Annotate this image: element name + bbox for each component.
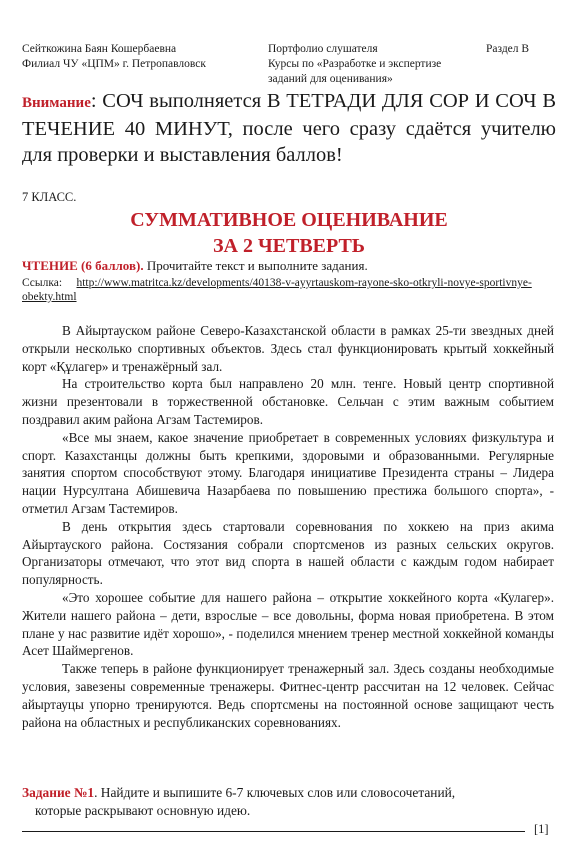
task-label: Задание №1 (22, 785, 95, 800)
task-text: . Найдите и выпишите 6-7 ключевых слов или словосочетаний, (94, 785, 456, 800)
header-portfolio: Портфолио слушателя (268, 43, 378, 55)
paragraph: «Это хорошее событие для нашего района – открытие хоккейного корта «Кулагер». Жители нашего района – дети, взрослые – все довольны, форма новая приобретена. В этом плане у нас развитие идёт хорошо», - поделился мнением тренер местной хоккейной команды Асет Шаймергенов. (22, 589, 554, 659)
page-subtitle: ЗА 2 ЧЕТВЕРТЬ (212, 235, 366, 257)
header-course: Курсы по «Разработке и экспертизе (268, 58, 442, 70)
answer-line (22, 831, 525, 832)
header-branch: Филиал ЧУ «ЦПМ» г. Петропавловск (22, 58, 206, 70)
header-course-cont: заданий для оценивания» (268, 73, 393, 85)
article-text (22, 322, 554, 731)
paragraph: «Все мы знаем, какое значение приобретает в современных условиях физкультура и спорт. Казахстанцы должны быть крепкими, здоровыми и образованными. Регулярные занятия спортом способствуют этому. Благодаря инициативе Президента страны – Лидера нации Нурсултана Абишевича Назарбаева по повышению престижа большого спорта», - отметил Агзам Тастемиров. (22, 429, 554, 516)
paragraph: В Айыртауском районе Северо-Казахстанской области в рамках 25-ти звездных дней открыли несколько спортивных объектов. Здесь стал функционировать крытый хоккейный корт «Құлагер» и тренажёрный зал. (22, 323, 554, 374)
reading-instruction: Прочитайте текст и выполните задания. (143, 258, 368, 273)
paragraph: На строительство корта был направлено 20 млн. тенге. Новый центр спортивной жизни презентовали в торжественной обстановке. Сельчан с этим важным событием поздравил аким района Агзам Тастемиров. (22, 376, 554, 427)
task-1 (22, 784, 556, 820)
grade-label: 7 КЛАСС. (22, 190, 77, 204)
header-section: Раздел В (486, 43, 530, 55)
paragraph: В день открытия здесь стартовали соревнования по хоккею на приз акима Айыртауского района. Состязания собрали спортсменов из разных сельских округов. Организаторы отмечают, что этот вид спорта в нашей области с каждым годом набирает популярность. (22, 518, 554, 588)
source-link-block (22, 276, 556, 304)
reading-label: ЧТЕНИЕ (6 баллов). (22, 258, 144, 273)
reading-heading (22, 258, 556, 274)
warning-text: : СОЧ выполняется В ТЕТРАДИ ДЛЯ СОР И СОЧ В ТЕЧЕНИЕ 40 МИНУТ, после чего сразу сдаётся учителю для проверки и выставления баллов! (22, 90, 556, 166)
link-label: Ссылка: (22, 277, 63, 289)
page-title: СУММАТИВНОЕ ОЦЕНИВАНИЕ (130, 209, 448, 231)
warning-notice (22, 88, 556, 168)
paragraph: Также теперь в районе функционирует тренажерный зал. Здесь созданы необходимые условия, завезены современные тренажеры. Фитнес-центр рассчитан на 12 человек. Сейчас айыртауцы упорно тренируются. Ведь спортсмены на постоянной основе защищают честь района на областных и республиканских соревнованиях. (22, 661, 554, 730)
warning-label: Внимание (22, 95, 91, 111)
task-score: [1] (534, 822, 549, 836)
header-author: Сейткожина Баян Кошербаевна (22, 43, 177, 55)
task-text-cont: которые раскрывают основную идею. (35, 803, 251, 818)
source-link[interactable]: http://www.matritca.kz/developments/40138-v-ayyrtauskom-rayone-sko-otkryli-novye-sportivnye-obekty.html (22, 277, 532, 303)
